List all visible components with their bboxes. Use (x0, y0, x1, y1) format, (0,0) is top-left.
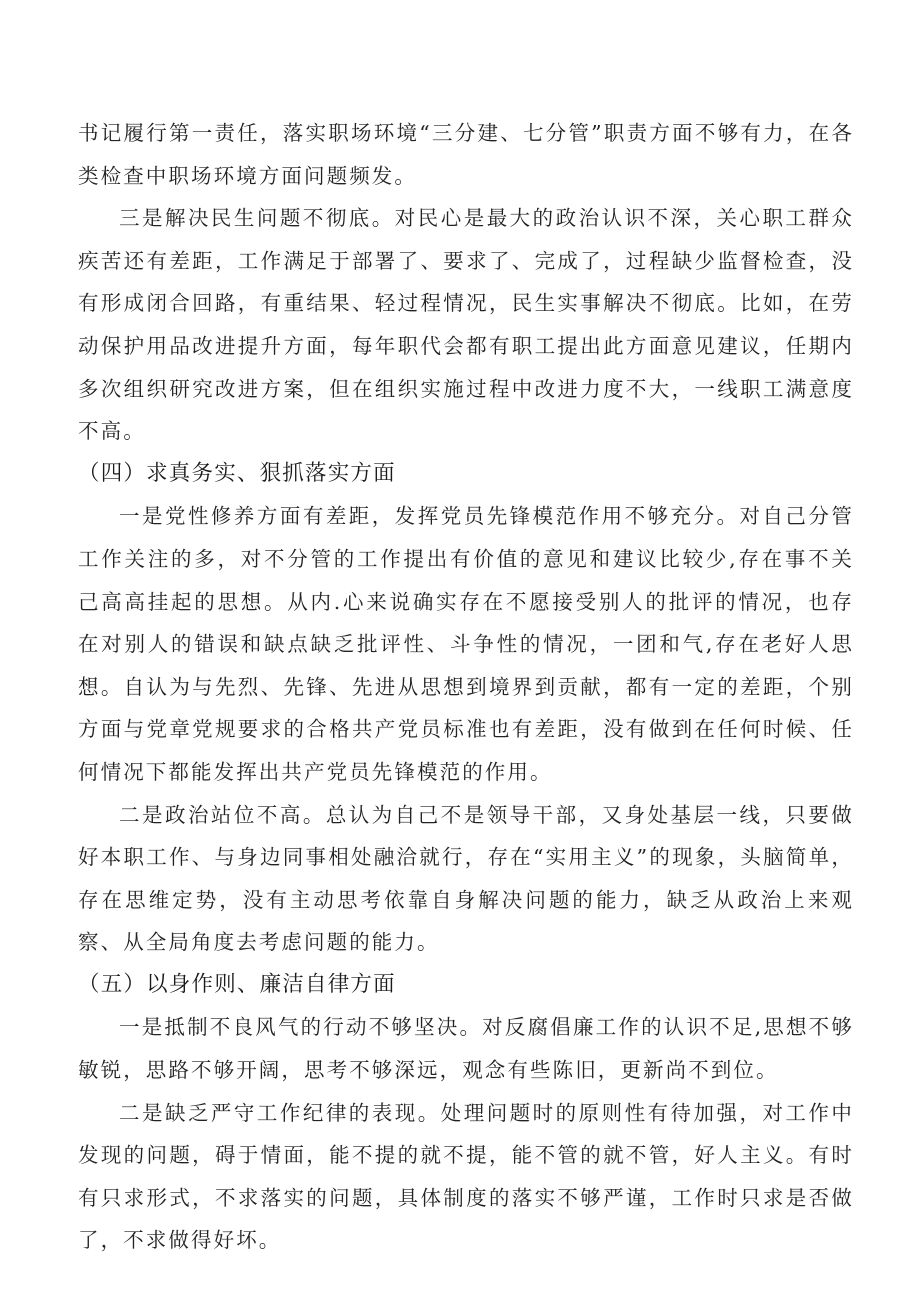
paragraph-resist-bad-practices: 一是抵制不良风气的行动不够坚决。对反腐倡廉工作的认识不足,思想不够敏锐，思路不够开阔，思考不够深远，观念有些陈旧，更新尚不到位。 (78, 1015, 854, 1083)
paragraph-work-discipline: 二是缺乏严守工作纪律的表现。处理问题时的原则性有待加强，对工作中发现的问题，碍于情面，能不提的就不提，能不管的就不管，好人主义。有时有只求形式，不求落实的问题，具体制度的落实不够严谨，工作时只求是否做了，不求做得好坏。 (78, 1100, 854, 1253)
paragraph-livelihood-issues: 三是解决民生问题不彻底。对民心是最大的政治认识不深，关心职工群众疾苦还有差距，工作满足于部署了、要求了、完成了，过程缺少监督检查，没有形成闭合回路，有重结果、轻过程情况，民生实事解决不彻底。比如，在劳动保护用品改进提升方面，每年职代会都有职工提出此方面意见建议，任期内多次组织研究改进方案，但在组织实施过程中改进力度不大，一线职工满意度不高。 (78, 206, 854, 444)
section-heading-4: （四）求真务实、狠抓落实方面 (78, 460, 396, 486)
document-body (78, 112, 854, 1262)
paragraph-continuation: 书记履行第一责任，落实职场环境“三分建、七分管”职责方面不够有力，在各类检查中职场环境方面问题频发。 (78, 121, 854, 188)
paragraph-political-stance: 二是政治站位不高。总认为自己不是领导干部，又身处基层一线，只要做好本职工作、与身边同事相处融洽就行，存在“实用主义”的现象，头脑简单，存在思维定势，没有主动思考依靠自身解决问题的能力，缺乏从政治上来观察、从全局角度去考虑问题的能力。 (78, 802, 854, 955)
section-heading-5: （五）以身作则、廉洁自律方面 (78, 971, 396, 997)
paragraph-party-cultivation: 一是党性修养方面有差距，发挥党员先锋模范作用不够充分。对自己分管工作关注的多，对不分管的工作提出有价值的意见和建议比较少,存在事不关己高高挂起的思想。从内.心来说确实存在不愿接受别人的批评的情况，也存在对别人的错误和缺点缺乏批评性、斗争性的情况，一团和气,存在老好人思想。自认为与先烈、先锋、先进从思想到境界到贡献，都有一定的差距，个别方面与党章党规要求的合格共产党员标准也有差距，没有做到在任何时候、任何情况下都能发挥出共产党员先锋模范的作用。 (78, 504, 854, 784)
